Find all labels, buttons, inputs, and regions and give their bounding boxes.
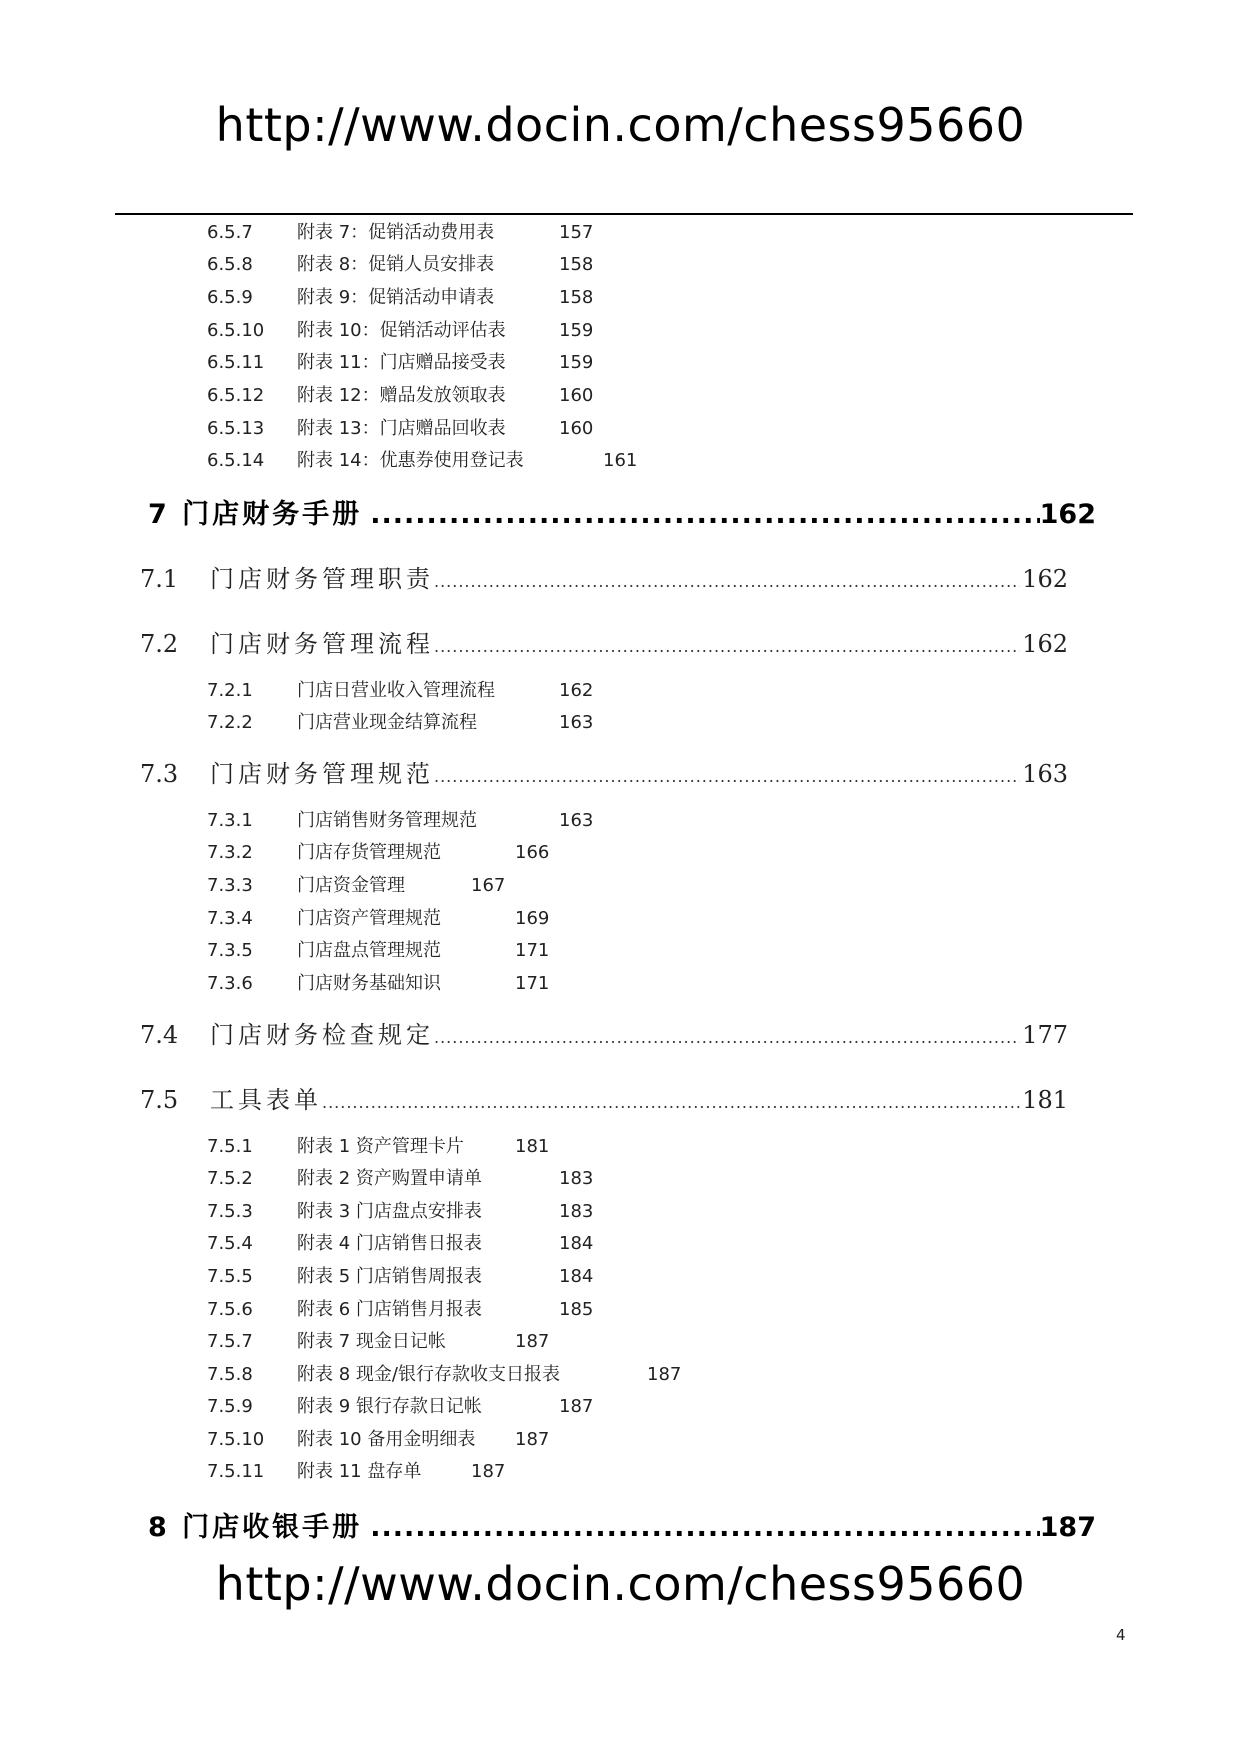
toc-title: 门店销售财务管理规范 [297, 810, 477, 831]
toc-number: 7.3.2 [207, 842, 253, 863]
toc-number: 7.4 [140, 1021, 179, 1049]
toc-number: 7.3.5 [207, 940, 253, 961]
toc-number: 7.2.2 [207, 712, 253, 733]
toc-number: 7.1 [140, 565, 179, 593]
toc-page: 169 [515, 908, 550, 929]
toc-number: 7.5.4 [207, 1233, 253, 1254]
toc-leader-dots [362, 1508, 1039, 1548]
toc-leader-dots [434, 759, 1020, 795]
toc-title: 附表 11 盘存单 [297, 1461, 422, 1482]
toc-number: 6.5.9 [207, 287, 253, 308]
toc-page: 185 [559, 1299, 594, 1320]
toc-number: 7.5.8 [207, 1364, 253, 1385]
toc-number: 7.5.5 [207, 1266, 253, 1287]
toc-chapter-7[interactable] [148, 495, 1096, 535]
toc-page: 183 [559, 1168, 594, 1189]
toc-title: 附表 3 门店盘点安排表 [297, 1201, 482, 1222]
toc-page: 184 [559, 1233, 594, 1254]
toc-title: 工具表单 [210, 1086, 322, 1114]
toc-title: 附表 7：促销活动费用表 [297, 222, 495, 243]
toc-title: 门店资金管理 [297, 875, 405, 896]
toc-title: 附表 10：促销活动评估表 [297, 320, 506, 341]
toc-title: 附表 6 门店销售月报表 [297, 1299, 482, 1320]
toc-number: 6.5.12 [207, 385, 265, 406]
toc-number: 7.5.7 [207, 1331, 253, 1352]
toc-page: 158 [559, 254, 594, 275]
toc-number: 7.5.11 [207, 1461, 265, 1482]
toc-number: 6.5.13 [207, 418, 265, 439]
toc-title: 附表 2 资产购置申请单 [297, 1168, 482, 1189]
toc-number: 6.5.10 [207, 320, 265, 341]
toc-title: 门店财务检查规定 [210, 1021, 434, 1049]
toc-leader-dots [434, 1020, 1020, 1056]
toc-leader-dots [362, 495, 1039, 535]
toc-section-7-5[interactable] [140, 1082, 1068, 1118]
toc-leader-dots [434, 564, 1020, 600]
toc-page: 171 [515, 973, 550, 994]
toc-title: 门店财务管理职责 [210, 565, 434, 593]
toc-page: 160 [559, 385, 594, 406]
toc-title: 附表 12：赠品发放领取表 [297, 385, 506, 406]
toc-chapter-title: 7 门店财务手册 [148, 499, 363, 530]
toc-title: 附表 5 门店销售周报表 [297, 1266, 482, 1287]
toc-number: 7.5.1 [207, 1136, 253, 1157]
toc-page: 158 [559, 287, 594, 308]
toc-title: 附表 1 资产管理卡片 [297, 1136, 464, 1157]
toc-title: 附表 11：门店赠品接受表 [297, 352, 506, 373]
toc-page: 184 [559, 1266, 594, 1287]
page-number: 4 [1116, 1626, 1126, 1644]
toc-number: 7.3.1 [207, 810, 253, 831]
toc-title: 门店财务管理流程 [210, 630, 434, 658]
toc-number: 6.5.14 [207, 450, 265, 471]
toc-title: 附表 9 银行存款日记帐 [297, 1396, 482, 1417]
toc-chapter-title: 8 门店收银手册 [148, 1512, 363, 1543]
toc-page: 187 [1039, 1512, 1096, 1543]
toc-number: 7.3.6 [207, 973, 253, 994]
toc-number: 7.5.9 [207, 1396, 253, 1417]
toc-number: 7.5.10 [207, 1429, 265, 1450]
toc-page: 167 [471, 875, 506, 896]
toc-leader-dots [322, 1085, 1020, 1121]
toc-page: 162 [559, 680, 594, 701]
toc-number: 7.2.1 [207, 680, 253, 701]
header-rule [115, 213, 1133, 215]
toc-page: 163 [1022, 760, 1068, 788]
toc-title: 附表 10 备用金明细表 [297, 1429, 476, 1450]
toc-number: 7.5 [140, 1086, 179, 1114]
watermark-url-top: http://www.docin.com/chess95660 [215, 98, 1026, 152]
toc-page: 187 [559, 1396, 594, 1417]
toc-title: 附表 8：促销人员安排表 [297, 254, 495, 275]
toc-number: 6.5.7 [207, 222, 253, 243]
toc-page: 187 [515, 1331, 550, 1352]
toc-page: 163 [559, 810, 594, 831]
toc-page: 159 [559, 320, 594, 341]
toc-page: 187 [515, 1429, 550, 1450]
toc-title: 门店日营业收入管理流程 [297, 680, 495, 701]
toc-number: 7.2 [140, 630, 179, 658]
toc-title: 附表 14：优惠券使用登记表 [297, 450, 524, 471]
watermark-url-bottom: http://www.docin.com/chess95660 [215, 1557, 1026, 1611]
toc-page: 162 [1039, 499, 1096, 530]
toc-section-7-4[interactable] [140, 1017, 1068, 1053]
toc-title: 门店营业现金结算流程 [297, 712, 477, 733]
toc-page: 183 [559, 1201, 594, 1222]
toc-number: 7.3 [140, 760, 179, 788]
toc-number: 7.5.2 [207, 1168, 253, 1189]
toc-title: 门店存货管理规范 [297, 842, 441, 863]
toc-title: 门店财务基础知识 [297, 973, 441, 994]
toc-title: 门店资产管理规范 [297, 908, 441, 929]
toc-page: 161 [603, 450, 638, 471]
toc-page: 177 [1022, 1021, 1068, 1049]
toc-chapter-8[interactable] [148, 1508, 1096, 1548]
toc-number: 7.3.4 [207, 908, 253, 929]
toc-title: 附表 9：促销活动申请表 [297, 287, 495, 308]
toc-title: 门店盘点管理规范 [297, 940, 441, 961]
toc-page: 187 [471, 1461, 506, 1482]
toc-title: 附表 4 门店销售日报表 [297, 1233, 482, 1254]
toc-page: 162 [1022, 630, 1068, 658]
toc-number: 7.5.6 [207, 1299, 253, 1320]
toc-title: 附表 8 现金/银行存款收支日报表 [297, 1364, 560, 1385]
toc-leader-dots [434, 629, 1020, 665]
toc-page: 163 [559, 712, 594, 733]
toc-page: 160 [559, 418, 594, 439]
toc-section-7-2[interactable] [140, 626, 1068, 662]
toc-number: 6.5.8 [207, 254, 253, 275]
toc-page: 181 [1022, 1086, 1068, 1114]
toc-title: 门店财务管理规范 [210, 760, 434, 788]
toc-section-7-3[interactable] [140, 756, 1068, 792]
toc-page: 181 [515, 1136, 550, 1157]
toc-page: 162 [1022, 565, 1068, 593]
toc-page: 166 [515, 842, 550, 863]
toc-page: 171 [515, 940, 550, 961]
toc-page: 187 [647, 1364, 682, 1385]
toc-number: 7.5.3 [207, 1201, 253, 1222]
toc-title: 附表 13：门店赠品回收表 [297, 418, 506, 439]
toc-number: 7.3.3 [207, 875, 253, 896]
toc-number: 6.5.11 [207, 352, 265, 373]
toc-section-7-1[interactable] [140, 561, 1068, 597]
toc-page: 157 [559, 222, 594, 243]
toc-title: 附表 7 现金日记帐 [297, 1331, 446, 1352]
toc-page: 159 [559, 352, 594, 373]
